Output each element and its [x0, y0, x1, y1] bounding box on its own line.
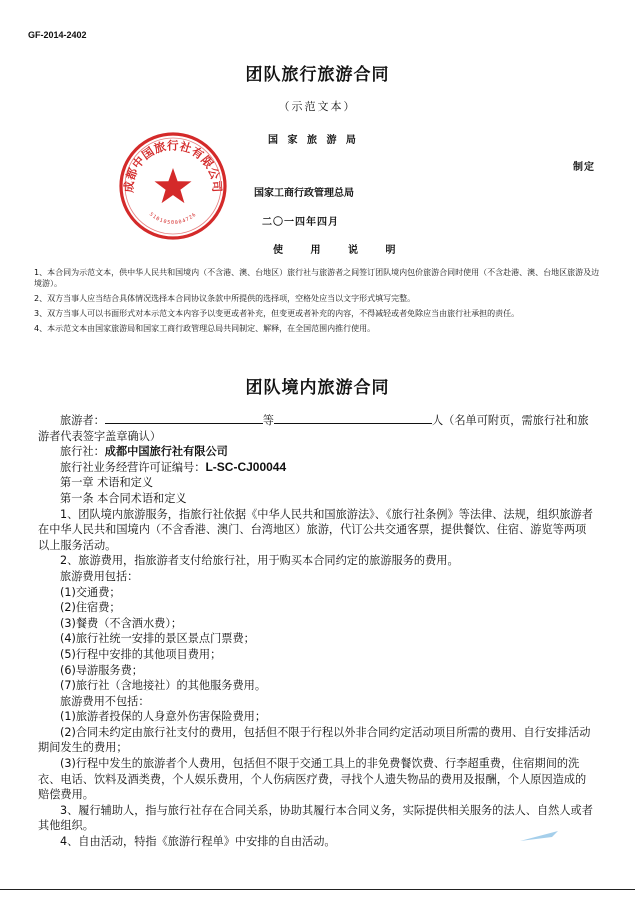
traveler-line	[38, 412, 594, 444]
svg-text:5101050004726	[148, 212, 198, 227]
includes-item: (6)导游服务费；	[60, 663, 143, 677]
agency-name: 成都中国旅行社有限公司	[104, 445, 228, 459]
traveler-label: 旅游者：	[60, 414, 105, 427]
bottom-divider	[0, 889, 635, 890]
includes-item: (5)行程中安排的其他项目费用；	[60, 647, 222, 661]
seal-number: 5101050004726	[147, 211, 199, 227]
usage-note: 1、本合同为示范文本，供中华人民共和国境内（不含港、澳、台地区）旅行社与旅游者之间签订团队境内包价旅游合同时使用（不含赴港、澳、台地区旅游及边境游）。	[34, 268, 600, 288]
issuer-tourism-administration: 国 家 旅 游 局	[268, 135, 359, 146]
company-seal-icon	[117, 130, 229, 242]
agency-label: 旅行社：	[60, 445, 105, 459]
definition-paragraph: 1、团队境内旅游服务，指旅行社依据《中华人民共和国旅游法》、《旅行社条例》等法律、法规，组织旅游者在中华人民共和国境内（不含香港、澳门、台湾地区）旅游，代订公共交通客票，提供餐饮、住宿、游览等两项以上服务活动。	[38, 507, 593, 552]
excludes-label: 旅游费用不包括：	[60, 694, 150, 708]
seal-text: 成都中国旅行社有限公司	[121, 138, 225, 194]
seal-star-icon	[155, 168, 192, 203]
usage-note: 3、双方当事人可以书面形式对本示范文本内容予以变更或者补充，但变更或者补充的内容，不得减轻或者免除应当由旅行社承担的责任。	[34, 309, 520, 318]
contract-body	[38, 412, 594, 850]
issue-date: 二〇一四年四月	[262, 217, 339, 228]
article-heading: 第一条 本合同术语和定义	[60, 491, 187, 505]
pen-mark-icon	[518, 828, 560, 844]
document-title: 团队旅行旅游合同	[245, 65, 390, 85]
usage-note: 4、本示范文本由国家旅游局和国家工商行政管理总局共同制定、解释，在全国范围内推行使用。	[34, 324, 376, 333]
document-code: GF-2014-2402	[28, 30, 87, 40]
definition-paragraph: 2、旅游费用，指旅游者支付给旅行社，用于购买本合同约定的旅游服务的费用。	[60, 554, 459, 568]
usage-instructions-title: 使 用 说 明	[273, 245, 408, 256]
document-subtitle: （示范文本）	[278, 100, 357, 113]
license-number: L-SC-CJ00044	[205, 459, 287, 474]
usage-note: 2、双方当事人应当结合具体情况选择本合同协议条款中所提供的选择项，空格处应当以文字形式填写完整。	[34, 294, 416, 303]
includes-item: (3)餐费（不含酒水费）；	[60, 616, 183, 630]
includes-item: (7)旅行社（含地接社）的其他服务费用。	[60, 679, 267, 693]
includes-label: 旅游费用包括：	[60, 569, 139, 583]
includes-item: (2)住宿费；	[60, 601, 121, 615]
usage-notes	[34, 267, 600, 338]
chapter-heading: 第一章 术语和定义	[60, 476, 154, 490]
traveler-count-field[interactable]	[274, 412, 432, 424]
license-label: 旅行社业务经营许可证编号：	[60, 460, 206, 474]
excludes-item: (1)旅游者投保的人身意外伤害保险费用；	[60, 710, 267, 724]
includes-item: (1)交通费；	[60, 585, 121, 599]
excludes-item: (2)合同未约定由旅行社支付的费用，包括但不限于行程以外非合同约定活动项目所需的费用、自行安排活动期间发生的费用；	[38, 725, 591, 755]
definition-paragraph: 3、履行辅助人，指与旅行社存在合同关系，协助其履行本合同义务，实际提供相关服务的法人、自然人或者其他组织。	[38, 803, 593, 833]
made-label: 制定	[573, 162, 595, 173]
people-note: 人（名单可附页，需旅行社和旅游者代表签字盖章确认）	[38, 414, 589, 443]
definition-paragraph: 4、自由活动，特指《旅游行程单》中安排的自由活动。	[60, 835, 336, 849]
deng-label: 等	[262, 414, 274, 427]
issuer-industry-commerce: 国家工商行政管理总局	[254, 188, 354, 199]
license-line	[38, 460, 594, 476]
agency-line	[38, 444, 594, 460]
excludes-item: (3)行程中发生的旅游者个人费用，包括但不限于交通工具上的非免费餐饮费、行李超重费，住宿期间的洗衣、电话、饮料及酒类费，个人娱乐费用，个人伤病医疗费，寻找个人遗失物品的费用及报酬，个人原因造成的赔偿费用。	[38, 757, 587, 802]
includes-item: (4)旅行社统一安排的景区景点门票费；	[60, 632, 255, 646]
traveler-name-field[interactable]	[105, 412, 263, 424]
contract-title: 团队境内旅游合同	[245, 378, 390, 398]
